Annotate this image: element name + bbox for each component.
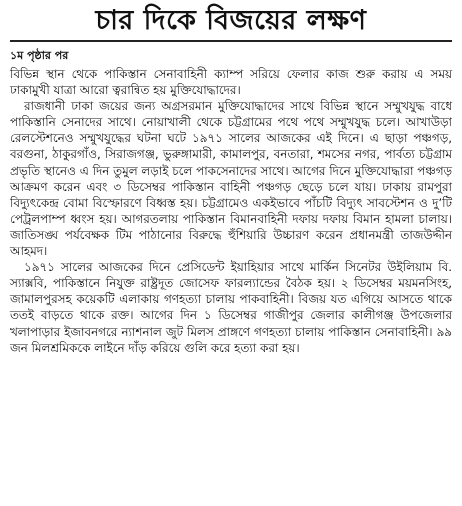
article-paragraph: ১৯৭১ সালের আজকের দিনে প্রেসিডেন্ট ইয়াহিয়ার সাথে মার্কিন সিনেটর উইলিয়াম বি. স্যাক্সবি, পাকিস্তানে নিযুক্ত রাষ্ট্রদূত জোসেফ ফারল্যান্ডের বৈঠক হয়। ২ ডিসেম্বর ময়মনসিংহ, জামালপুরসহ কয়েকটি এলাকায় গণহত্যা চালায় পাকবাহিনী। বিজয় যত এগিয়ে আসতে থাকে ততই বাড়তে থাকে রক্ত। আগের দিন ১ ডিসেম্বর গাজীপুর জেলার কালীগঞ্জ উপজেলার খলাপাড়ার ইজাবনগরে ন্যাশনাল জুট মিলস প্রাঙ্গণে গণহত্যা চালায় পাকিস্তান সেনাবাহিনী। ৯৯ জন মিলশ্রমিককে লাইনে দাঁড় করিয়ে গুলি করে হত্যা করা হয়। <box>10 260 452 355</box>
article-paragraph: বিভিন্ন স্থান থেকে পাকিস্তান সেনাবাহিনী ক্যাম্প সরিয়ে ফেলার কাজ শুরু করায় এ সময় ঢাকামুখী যাত্রা আরো ত্বরান্বিত হয় মুক্তিযোদ্ধাদের। <box>10 67 452 98</box>
news-clipping <box>0 4 462 506</box>
headline-divider <box>10 40 452 42</box>
article-paragraph: রাজধানী ঢাকা জয়ের জন্য অগ্রসরমান মুক্তিযোদ্ধাদের সাথে বিভিন্ন স্থানে সম্মুখযুদ্ধ বাধে পাকিস্তানি সেনাদের সাথে। নোয়াখালী থেকে চট্টগ্রামের পথে পথে সম্মুখযুদ্ধ চলে। আখাউড়া রেলস্টেশনেও সম্মুখযুদ্ধের ঘটনা ঘটে ১৯৭১ সালের আজকের এই দিনে। এ ছাড়া পঞ্চগড়, বরগুনা, ঠাকুরগাঁও, সিরাজগঞ্জ, ভুরুঙ্গামারী, কামালপুর, বনতারা, শমসের নগর, পার্বত্য চট্টগ্রাম প্রভৃতি স্থানেও এ দিন তুমুল লড়াই চলে পাকসেনাদের সাথে। আগের দিনে মুক্তিযোদ্ধারা পঞ্চগড় আক্রমণ করেন এবং ৩ ডিসেম্বর পাকিস্তান বাহিনী পঞ্চগড় ছেড়ে চলে যায়। ঢাকায় রামপুরা বিদ্যুৎকেন্দ্র বোমা বিস্ফোরণে বিধ্বস্ত হয়। চট্টগ্রামেও একইভাবে পাঁচটি বিদ্যুৎ সাবস্টেশন ও দু’টি পেট্রলপাম্প ধ্বংস হয়। আগরতলায় পাকিস্তান বিমানবাহিনী দফায় দফায় বিমান হামলা চালায়। জাতিসঙ্ঘ পর্যবেক্ষক টিম পাঠানোর বিরুদ্ধে হুঁশিয়ারি উচ্চারণ করেন প্রধানমন্ত্রী তাজউদ্দীন আহমদ। <box>10 99 452 259</box>
continued-from-label: ১ম পৃষ্ঠার পর <box>10 49 69 62</box>
headline: চার দিকে বিজয়ের লক্ষণ <box>95 5 367 36</box>
